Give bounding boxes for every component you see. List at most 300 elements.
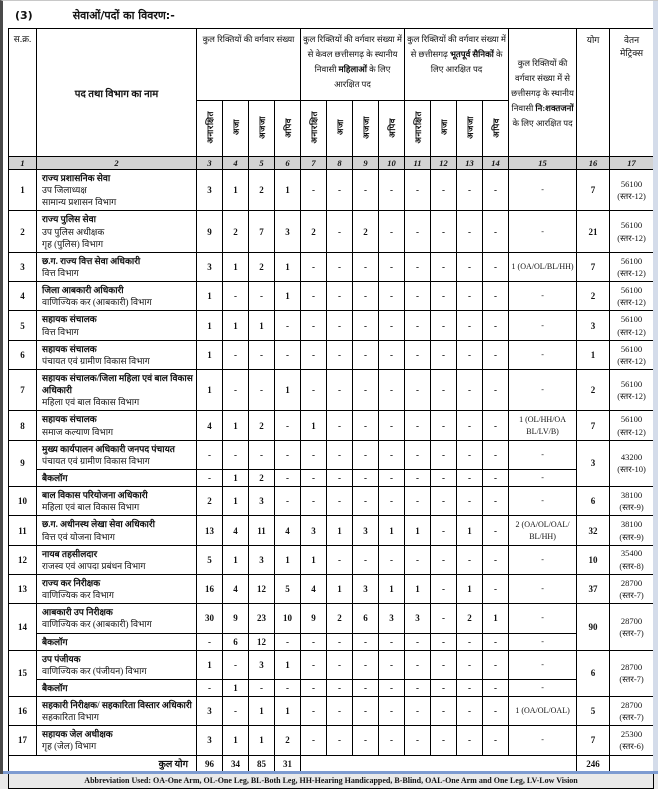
- department-name: वाणिज्यिक कर (पंजीयन) विभाग: [42, 665, 147, 676]
- cell-disabled-reserved: -: [509, 487, 577, 516]
- grand-total-sum: 246: [577, 755, 610, 772]
- cell-backlog-label: [37, 679, 197, 696]
- cell-value: -: [379, 211, 405, 252]
- header-sub-unreserved: [197, 101, 223, 157]
- cell-value: -: [457, 650, 483, 679]
- pay-level: (स्तर-12): [617, 355, 646, 366]
- cell-value: -: [353, 545, 379, 574]
- page-bottom-edge: [3, 771, 658, 774]
- grand-total-unreserved: 96: [197, 755, 223, 772]
- cell-value: -: [457, 487, 483, 516]
- department-name: वित्त विभाग: [42, 326, 79, 337]
- cell-value: -: [223, 440, 249, 469]
- header-sub-obc: [275, 101, 301, 157]
- cell-value: 9: [197, 211, 223, 252]
- cell-value: -: [405, 679, 431, 696]
- vertical-label: अपिव: [387, 117, 398, 138]
- cell-value: -: [353, 282, 379, 311]
- cell-value: 1: [197, 369, 223, 410]
- cell-value: 23: [249, 604, 275, 633]
- cell-value: -: [457, 340, 483, 369]
- cell-value: -: [483, 252, 509, 281]
- cell-value: 3: [353, 516, 379, 545]
- cell-value: 11: [249, 516, 275, 545]
- department-name: उप पुलिस अधीक्षक: [42, 226, 105, 237]
- cell-value: -: [353, 726, 379, 755]
- department-name: महिला एवं बाल विकास विभाग: [42, 397, 140, 408]
- pay-amount: 56100: [620, 284, 643, 295]
- cell-disabled-reserved: -: [509, 650, 577, 679]
- grand-total-label: कुल योग: [9, 755, 197, 772]
- vertical-label: अनारक्षित: [309, 111, 320, 144]
- department-name: गृह (पुलिस) विभाग: [42, 238, 104, 249]
- pay-level: (स्तर-12): [617, 191, 646, 202]
- cell-value: -: [379, 633, 405, 650]
- cell-value: -: [483, 574, 509, 603]
- pay-level: (स्तर-9): [619, 502, 644, 513]
- cell-pay: [610, 340, 654, 369]
- header-disabled-reserved: [509, 29, 577, 157]
- department-name: वाणिज्यिक कर (आबकारी) विभाग: [42, 619, 152, 630]
- col-number: 4: [223, 157, 249, 170]
- vertical-label: अजजा: [257, 116, 267, 139]
- cell-value: -: [431, 170, 457, 211]
- pay-level: (स्तर-10): [617, 464, 646, 475]
- cell-pay: [610, 697, 654, 726]
- grand-total-row: [9, 755, 654, 772]
- header-serial: स.क्र.: [9, 29, 37, 157]
- cell-value: 4: [275, 516, 301, 545]
- cell-value: -: [379, 469, 405, 486]
- department-name: राजस्व एवं आपदा प्रबंधन विभाग: [42, 560, 146, 571]
- cell-value: 1: [275, 369, 301, 410]
- cell-value: -: [275, 340, 301, 369]
- vacancy-table: [8, 28, 654, 789]
- cell-pay: [610, 516, 654, 545]
- cell-value: -: [457, 282, 483, 311]
- cell-disabled-reserved: -: [509, 604, 577, 633]
- post-name: राज्य कर निरीक्षक: [42, 577, 101, 588]
- grand-total-blank: [301, 755, 577, 772]
- cell-value: 1: [249, 697, 275, 726]
- cell-value: 1: [223, 469, 249, 486]
- table-row: [9, 311, 654, 340]
- header-sub-obc: [379, 101, 405, 157]
- cell-value: -: [431, 726, 457, 755]
- cell-value: 3: [249, 545, 275, 574]
- post-name: नायब तहसीलदार: [42, 548, 98, 559]
- cell-total: 10: [577, 545, 610, 574]
- cell-value: 2: [301, 211, 327, 252]
- cell-value: -: [301, 650, 327, 679]
- cell-post-dept: [37, 252, 197, 281]
- cell-value: -: [483, 487, 509, 516]
- cell-value: -: [483, 440, 509, 469]
- department-name: पंचायत एवं ग्रामीण विकास विभाग: [42, 355, 150, 366]
- table-row-backlog: [9, 679, 654, 696]
- cell-disabled-reserved: -: [509, 311, 577, 340]
- cell-serial: 11: [9, 516, 37, 545]
- pay-amount: 35400: [620, 548, 643, 559]
- cell-value: 1: [249, 726, 275, 755]
- pay-level: (स्तर-7): [619, 590, 644, 601]
- cell-serial: 1: [9, 170, 37, 211]
- cell-value: -: [431, 411, 457, 440]
- cell-value: -: [379, 252, 405, 281]
- pay-level: (स्तर-7): [619, 712, 644, 723]
- cell-value: -: [431, 340, 457, 369]
- cell-value: -: [483, 697, 509, 726]
- cell-value: -: [431, 211, 457, 252]
- cell-value: 3: [249, 650, 275, 679]
- cell-value: -: [405, 726, 431, 755]
- cell-value: -: [431, 440, 457, 469]
- cell-value: -: [431, 369, 457, 410]
- cell-value: 1: [223, 679, 249, 696]
- post-name: सहकारी निरीक्षक/ सहकारिता विस्तार अधिकारी: [42, 700, 192, 711]
- cell-serial: 13: [9, 574, 37, 603]
- cell-disabled-reserved: -: [509, 469, 577, 486]
- cell-total: 2: [577, 282, 610, 311]
- table-row-backlog: [9, 633, 654, 650]
- header-disabled-text: कुल रिक्तियों की वर्गवार संख्या में से छत्तीसगढ़ के स्थानीय निवासी: [511, 58, 574, 113]
- cell-value: 1: [275, 650, 301, 679]
- cell-value: -: [301, 369, 327, 410]
- cell-value: -: [483, 679, 509, 696]
- header-sub-obc: [483, 101, 509, 157]
- cell-value: -: [379, 726, 405, 755]
- pay-level: (स्तर-12): [617, 232, 646, 243]
- cell-value: -: [483, 282, 509, 311]
- cell-value: -: [301, 697, 327, 726]
- backlog-label: बैकलॉग: [42, 682, 68, 693]
- header-total: योग: [577, 29, 610, 157]
- post-name: सहायक संचालक/जिला महिला एवं बाल विकास अधिकारी: [42, 372, 193, 396]
- cell-disabled-reserved: -: [509, 726, 577, 755]
- cell-value: 5: [275, 574, 301, 603]
- cell-value: 3: [249, 487, 275, 516]
- pay-amount: 56100: [620, 178, 643, 189]
- cell-value: -: [197, 440, 223, 469]
- cell-value: 1: [483, 604, 509, 633]
- pay-level: (स्तर-8): [619, 560, 644, 571]
- cell-pay: [610, 487, 654, 516]
- cell-post-dept: [37, 487, 197, 516]
- cell-value: 1: [275, 252, 301, 281]
- cell-value: 1: [223, 252, 249, 281]
- table-row: [9, 726, 654, 755]
- post-name: छ.ग. अधीनस्थ लेखा सेवा अधिकारी: [42, 519, 155, 530]
- grand-total-pay-blank: [610, 755, 654, 772]
- cell-post-dept: [37, 170, 197, 211]
- cell-serial: 7: [9, 369, 37, 410]
- cell-value: -: [327, 440, 353, 469]
- column-number-row: [9, 157, 654, 170]
- header-group-exsm-bold: भूतपूर्व सैनिकों: [449, 48, 494, 59]
- cell-value: -: [405, 469, 431, 486]
- cell-value: -: [301, 170, 327, 211]
- cell-serial: 8: [9, 411, 37, 440]
- cell-value: -: [483, 411, 509, 440]
- cell-value: -: [327, 211, 353, 252]
- cell-value: -: [431, 679, 457, 696]
- cell-value: -: [405, 487, 431, 516]
- cell-disabled-reserved: -: [509, 282, 577, 311]
- cell-value: -: [405, 545, 431, 574]
- cell-serial: 2: [9, 211, 37, 252]
- cell-value: 1: [457, 574, 483, 603]
- department-name: पंचायत एवं ग्रामीण विकास विभाग: [42, 455, 150, 466]
- cell-value: -: [431, 469, 457, 486]
- post-name: सहायक संचालक: [42, 343, 97, 354]
- cell-value: -: [301, 679, 327, 696]
- cell-value: -: [353, 633, 379, 650]
- cell-total: 7: [577, 170, 610, 211]
- cell-value: -: [483, 650, 509, 679]
- cell-value: 1: [197, 650, 223, 679]
- cell-value: 1: [301, 411, 327, 440]
- post-name: जिला आबकारी अधिकारी: [42, 285, 124, 296]
- pay-amount: 56100: [620, 255, 643, 266]
- cell-value: 2: [275, 726, 301, 755]
- cell-total: 3: [577, 440, 610, 486]
- cell-pay: [610, 545, 654, 574]
- cell-value: -: [483, 516, 509, 545]
- cell-value: 1: [223, 170, 249, 211]
- cell-value: -: [223, 340, 249, 369]
- cell-value: -: [301, 633, 327, 650]
- cell-value: -: [275, 633, 301, 650]
- cell-disabled-reserved: 2 (OA/OL/OAL/ BL/HH): [509, 516, 577, 545]
- cell-disabled-reserved: -: [509, 211, 577, 252]
- cell-value: -: [197, 633, 223, 650]
- cell-value: -: [301, 282, 327, 311]
- cell-value: 1: [379, 516, 405, 545]
- col-number: 10: [379, 157, 405, 170]
- cell-value: -: [327, 282, 353, 311]
- cell-value: 3: [197, 697, 223, 726]
- cell-serial: 16: [9, 697, 37, 726]
- cell-value: -: [301, 440, 327, 469]
- cell-value: 2: [249, 411, 275, 440]
- post-name: उप पंजीयक: [42, 653, 81, 664]
- cell-value: -: [379, 487, 405, 516]
- cell-value: 4: [301, 574, 327, 603]
- cell-value: -: [327, 487, 353, 516]
- cell-disabled-reserved: 1 (OA/OL/BL/HH): [509, 252, 577, 281]
- cell-value: -: [353, 679, 379, 696]
- pay-amount: 28700: [620, 615, 643, 626]
- cell-value: -: [353, 469, 379, 486]
- header-sub-sc: [431, 101, 457, 157]
- cell-value: 10: [275, 604, 301, 633]
- cell-value: 1: [301, 545, 327, 574]
- col-number: 9: [353, 157, 379, 170]
- table-row: [9, 574, 654, 603]
- pay-amount: 43200: [620, 452, 643, 463]
- pay-amount: 25300: [620, 729, 643, 740]
- table-row: [9, 369, 654, 410]
- department-name: उप जिलाध्यक्ष: [42, 185, 87, 196]
- cell-value: -: [327, 252, 353, 281]
- cell-post-dept: [37, 697, 197, 726]
- cell-value: -: [327, 311, 353, 340]
- cell-value: -: [457, 211, 483, 252]
- cell-disabled-reserved: -: [509, 369, 577, 410]
- cell-total: 32: [577, 516, 610, 545]
- cell-serial: 10: [9, 487, 37, 516]
- post-name: सहायक संचालक: [42, 314, 97, 325]
- cell-value: 3: [197, 170, 223, 211]
- cell-value: 1: [223, 411, 249, 440]
- cell-value: 3: [379, 604, 405, 633]
- cell-value: -: [457, 726, 483, 755]
- cell-value: -: [405, 282, 431, 311]
- post-name: आबकारी उप निरीक्षक: [42, 607, 113, 618]
- cell-post-dept: [37, 650, 197, 679]
- col-number: 14: [483, 157, 509, 170]
- post-name: राज्य पुलिस सेवा: [42, 214, 96, 225]
- header-group-exsm-text2: के लिए आरक्षित पद: [430, 48, 503, 74]
- abbreviation-row: [9, 772, 654, 788]
- cell-disabled-reserved: 1 (OA/OL/OAL): [509, 697, 577, 726]
- table-row: [9, 440, 654, 469]
- cell-value: 1: [197, 340, 223, 369]
- pay-level: (स्तर-12): [617, 426, 646, 437]
- cell-post-dept: [37, 574, 197, 603]
- grand-total-st: 85: [249, 755, 275, 772]
- pay-level: (स्तर-12): [617, 326, 646, 337]
- cell-value: -: [223, 369, 249, 410]
- cell-value: -: [379, 411, 405, 440]
- cell-value: 3: [405, 604, 431, 633]
- cell-value: -: [379, 340, 405, 369]
- cell-value: -: [353, 650, 379, 679]
- cell-pay: [610, 604, 654, 650]
- cell-disabled-reserved: -: [509, 340, 577, 369]
- header-disabled-bold: नि:शक्तजनों: [535, 102, 574, 113]
- cell-value: -: [483, 340, 509, 369]
- table-row: [9, 604, 654, 633]
- cell-pay: [610, 311, 654, 340]
- department-name: वित्त एवं योजना विभाग: [42, 531, 115, 542]
- pay-level: (स्तर-12): [617, 267, 646, 278]
- cell-value: -: [431, 574, 457, 603]
- cell-value: -: [353, 369, 379, 410]
- cell-value: -: [483, 170, 509, 211]
- cell-value: -: [431, 252, 457, 281]
- cell-value: -: [249, 440, 275, 469]
- pay-level: (स्तर-6): [619, 741, 644, 752]
- backlog-label: बैकलॉग: [42, 472, 68, 483]
- page-title-row: [3, 1, 658, 27]
- page-right-edge: [653, 1, 658, 774]
- cell-value: 1: [223, 487, 249, 516]
- vertical-label: अनारक्षित: [205, 111, 215, 144]
- header-group-women-text2: के लिए आरक्षित पद: [334, 63, 391, 89]
- cell-value: 3: [197, 252, 223, 281]
- cell-post-dept: [37, 211, 197, 252]
- cell-value: -: [431, 633, 457, 650]
- table-row: [9, 252, 654, 281]
- cell-value: -: [379, 311, 405, 340]
- vertical-label: अपिव: [283, 117, 293, 138]
- cell-value: -: [249, 282, 275, 311]
- department-name: समाज कल्याण विभाग: [42, 426, 114, 437]
- table-row: [9, 411, 654, 440]
- cell-pay: [610, 252, 654, 281]
- cell-value: 4: [197, 411, 223, 440]
- cell-value: 2: [223, 211, 249, 252]
- cell-value: 1: [275, 170, 301, 211]
- table-row: [9, 545, 654, 574]
- post-name: सहायक संचालक: [42, 414, 97, 425]
- table-row: [9, 487, 654, 516]
- pay-level: (स्तर-9): [619, 531, 644, 542]
- cell-value: 9: [223, 604, 249, 633]
- cell-pay: [610, 369, 654, 410]
- cell-value: 2: [457, 604, 483, 633]
- cell-value: -: [275, 469, 301, 486]
- department-name: गृह (जेल) विभाग: [42, 741, 97, 752]
- cell-value: 6: [223, 633, 249, 650]
- grand-total-sc: 34: [223, 755, 249, 772]
- cell-value: -: [353, 340, 379, 369]
- cell-backlog-label: [37, 469, 197, 486]
- cell-value: 1: [223, 726, 249, 755]
- table-row: [9, 697, 654, 726]
- cell-serial: 3: [9, 252, 37, 281]
- grand-total-obc: 31: [275, 755, 301, 772]
- cell-value: -: [301, 487, 327, 516]
- pay-amount: 56100: [620, 378, 643, 389]
- backlog-label: बैकलॉग: [42, 636, 68, 647]
- cell-value: -: [457, 411, 483, 440]
- cell-value: -: [405, 697, 431, 726]
- cell-serial: 9: [9, 440, 37, 486]
- header-sub-st: [457, 101, 483, 157]
- cell-post-dept: [37, 545, 197, 574]
- cell-value: -: [301, 469, 327, 486]
- pay-level: (स्तर-12): [617, 297, 646, 308]
- header-sub-sc: [223, 101, 249, 157]
- cell-value: -: [483, 726, 509, 755]
- cell-total: 2: [577, 369, 610, 410]
- cell-value: -: [431, 516, 457, 545]
- vertical-label: अजजा: [361, 116, 372, 139]
- cell-pay: [610, 170, 654, 211]
- vertical-label: अपिव: [491, 117, 502, 138]
- cell-value: 2: [249, 170, 275, 211]
- cell-total: 6: [577, 487, 610, 516]
- pay-amount: 56100: [620, 343, 643, 354]
- cell-value: -: [431, 311, 457, 340]
- cell-total: 7: [577, 726, 610, 755]
- cell-pay: [610, 650, 654, 696]
- cell-value: 6: [353, 604, 379, 633]
- header-sub-st: [353, 101, 379, 157]
- cell-value: 1: [249, 311, 275, 340]
- cell-value: 1: [405, 516, 431, 545]
- cell-value: 1: [379, 574, 405, 603]
- cell-value: 3: [353, 574, 379, 603]
- cell-value: -: [197, 469, 223, 486]
- abbreviation-note: Abbreviation Used: OA-One Arm, OL-One Leg, BL-Both Leg, HH-Hearing Handicapped, B-Blind, OAL-One Arm and One Leg, LV-Low Vision: [9, 772, 654, 788]
- post-name: मुख्य कार्यपालन अधिकारी जनपद पंचायत: [42, 443, 175, 454]
- cell-value: 16: [197, 574, 223, 603]
- col-number: 3: [197, 157, 223, 170]
- pay-amount: 28700: [620, 662, 643, 673]
